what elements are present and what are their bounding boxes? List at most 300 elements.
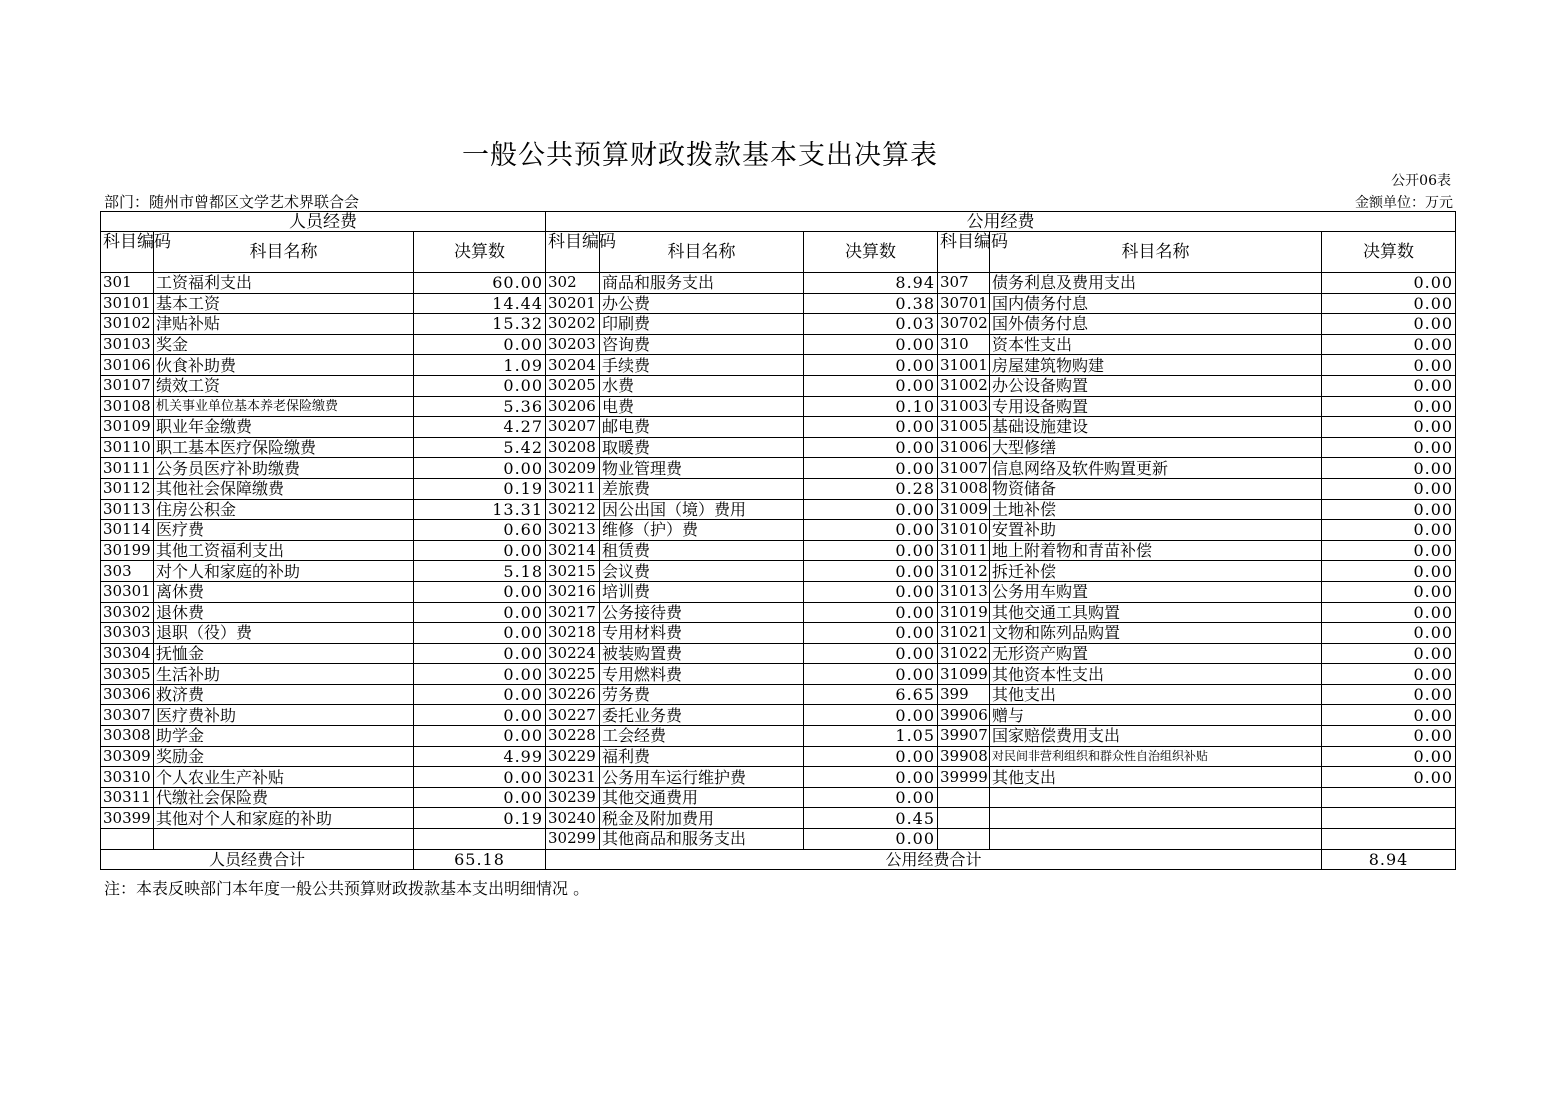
unit-label: 金额单位：万元 bbox=[1355, 195, 1453, 211]
cell-amount-3: 0.00 bbox=[1322, 478, 1456, 499]
cell-code-1: 30399 bbox=[101, 808, 154, 829]
cell-name-1: 公务员医疗补助缴费 bbox=[154, 458, 414, 479]
cell-amount-2: 0.00 bbox=[804, 581, 938, 602]
cell-code-3: 31002 bbox=[938, 375, 990, 396]
cell-name-1: 奖金 bbox=[154, 334, 414, 355]
cell-name-1: 基本工资 bbox=[154, 293, 414, 314]
cell-name-2: 租赁费 bbox=[600, 540, 804, 561]
table-row bbox=[101, 726, 1456, 747]
cell-code-3: 30702 bbox=[938, 314, 990, 335]
cell-name-1: 伙食补助费 bbox=[154, 355, 414, 376]
cell-amount-1: 4.27 bbox=[414, 417, 546, 438]
cell-name-3: 其他交通工具购置 bbox=[990, 602, 1322, 623]
table-row bbox=[101, 375, 1456, 396]
cell-amount-1: 60.00 bbox=[414, 273, 546, 294]
cell-amount-3: 0.00 bbox=[1322, 540, 1456, 561]
cell-code-3: 31006 bbox=[938, 437, 990, 458]
cell-name-1: 抚恤金 bbox=[154, 643, 414, 664]
table-row bbox=[101, 746, 1456, 767]
cell-amount-3: 0.00 bbox=[1322, 273, 1456, 294]
cell-name-1: 生活补助 bbox=[154, 664, 414, 685]
cell-name-3: 其他资本性支出 bbox=[990, 664, 1322, 685]
cell-amount-2: 0.00 bbox=[804, 767, 938, 788]
cell-code-2: 30231 bbox=[546, 767, 600, 788]
table-row bbox=[101, 684, 1456, 705]
cell-amount-1: 1.09 bbox=[414, 355, 546, 376]
cell-name-1: 其他对个人和家庭的补助 bbox=[154, 808, 414, 829]
cell-name-1: 代缴社会保险费 bbox=[154, 787, 414, 808]
cell-code-2: 30207 bbox=[546, 417, 600, 438]
cell-amount-3: 0.00 bbox=[1322, 334, 1456, 355]
cell-amount-3: 0.00 bbox=[1322, 726, 1456, 747]
cell-code-1: 30311 bbox=[101, 787, 154, 808]
cell-name-2: 维修（护）费 bbox=[600, 520, 804, 541]
cell-amount-3: 0.00 bbox=[1322, 396, 1456, 417]
cell-amount-1: 0.60 bbox=[414, 520, 546, 541]
cell-amount-1: 0.00 bbox=[414, 623, 546, 644]
cell-amount-3: 0.00 bbox=[1322, 293, 1456, 314]
cell-code-3: 31008 bbox=[938, 478, 990, 499]
cell-name-3: 大型修缮 bbox=[990, 437, 1322, 458]
cell-amount-2: 8.94 bbox=[804, 273, 938, 294]
cell-code-3: 31012 bbox=[938, 561, 990, 582]
cell-amount-2: 0.00 bbox=[804, 623, 938, 644]
cell-code-2: 30205 bbox=[546, 375, 600, 396]
cell-name-3 bbox=[990, 829, 1322, 850]
cell-amount-2: 6.65 bbox=[804, 684, 938, 705]
cell-code-2: 30229 bbox=[546, 746, 600, 767]
cell-name-3: 专用设备购置 bbox=[990, 396, 1322, 417]
cell-name-3: 土地补偿 bbox=[990, 499, 1322, 520]
cell-code-3: 39908 bbox=[938, 746, 990, 767]
cell-amount-1: 0.00 bbox=[414, 540, 546, 561]
cell-code-3: 31003 bbox=[938, 396, 990, 417]
cell-name-3: 拆迁补偿 bbox=[990, 561, 1322, 582]
cell-amount-2: 0.00 bbox=[804, 643, 938, 664]
cell-amount-3: 0.00 bbox=[1322, 375, 1456, 396]
cell-amount-2: 0.03 bbox=[804, 314, 938, 335]
cell-code-2: 30209 bbox=[546, 458, 600, 479]
cell-code-1: 30108 bbox=[101, 396, 154, 417]
cell-code-3: 39999 bbox=[938, 767, 990, 788]
cell-amount-1: 0.00 bbox=[414, 684, 546, 705]
cell-code-1: 30305 bbox=[101, 664, 154, 685]
section-header-row bbox=[101, 212, 1456, 232]
expenditure-table bbox=[100, 211, 1456, 870]
cell-amount-1: 5.18 bbox=[414, 561, 546, 582]
cell-code-1: 30309 bbox=[101, 746, 154, 767]
table-row bbox=[101, 458, 1456, 479]
header-name-3: 科目名称 bbox=[990, 232, 1322, 273]
table-row bbox=[101, 602, 1456, 623]
cell-amount-3: 0.00 bbox=[1322, 581, 1456, 602]
cell-amount-2: 0.00 bbox=[804, 829, 938, 850]
cell-name-3: 国内债务付息 bbox=[990, 293, 1322, 314]
cell-name-1: 津贴补贴 bbox=[154, 314, 414, 335]
cell-name-2: 劳务费 bbox=[600, 684, 804, 705]
cell-code-3: 31005 bbox=[938, 417, 990, 438]
totals-row bbox=[101, 849, 1456, 870]
cell-code-1: 30308 bbox=[101, 726, 154, 747]
cell-name-1: 医疗费补助 bbox=[154, 705, 414, 726]
cell-name-2: 工会经费 bbox=[600, 726, 804, 747]
cell-amount-1: 0.00 bbox=[414, 726, 546, 747]
cell-name-3: 文物和陈列品购置 bbox=[990, 623, 1322, 644]
cell-name-3: 资本性支出 bbox=[990, 334, 1322, 355]
cell-name-1 bbox=[154, 829, 414, 850]
cell-amount-2: 0.00 bbox=[804, 499, 938, 520]
cell-amount-3 bbox=[1322, 808, 1456, 829]
cell-code-2: 30204 bbox=[546, 355, 600, 376]
cell-code-3: 31013 bbox=[938, 581, 990, 602]
table-row bbox=[101, 787, 1456, 808]
cell-name-3 bbox=[990, 787, 1322, 808]
department-label: 部门：随州市曾都区文学艺术界联合会 bbox=[104, 193, 360, 211]
cell-name-2: 专用燃料费 bbox=[600, 664, 804, 685]
header-name-2: 科目名称 bbox=[600, 232, 804, 273]
cell-code-2: 30216 bbox=[546, 581, 600, 602]
table-row bbox=[101, 540, 1456, 561]
table-row bbox=[101, 767, 1456, 788]
cell-name-3 bbox=[990, 808, 1322, 829]
cell-amount-1: 14.44 bbox=[414, 293, 546, 314]
cell-amount-3: 0.00 bbox=[1322, 602, 1456, 623]
cell-amount-3: 0.00 bbox=[1322, 705, 1456, 726]
footnote: 注：本表反映部门本年度一般公共预算财政拨款基本支出明细情况 。 bbox=[104, 879, 590, 898]
cell-name-1: 退休费 bbox=[154, 602, 414, 623]
cell-code-1: 301 bbox=[101, 273, 154, 294]
cell-code-2: 30206 bbox=[546, 396, 600, 417]
cell-name-3: 赠与 bbox=[990, 705, 1322, 726]
cell-code-1: 30103 bbox=[101, 334, 154, 355]
cell-amount-2: 0.00 bbox=[804, 355, 938, 376]
cell-code-2: 30228 bbox=[546, 726, 600, 747]
cell-name-1: 离休费 bbox=[154, 581, 414, 602]
cell-name-2: 其他交通费用 bbox=[600, 787, 804, 808]
cell-amount-2: 0.00 bbox=[804, 561, 938, 582]
cell-name-2: 培训费 bbox=[600, 581, 804, 602]
cell-code-2: 30224 bbox=[546, 643, 600, 664]
cell-amount-2: 0.00 bbox=[804, 458, 938, 479]
cell-name-2: 被装购置费 bbox=[600, 643, 804, 664]
cell-name-2: 差旅费 bbox=[600, 478, 804, 499]
table-row bbox=[101, 273, 1456, 294]
table-row bbox=[101, 705, 1456, 726]
cell-name-3: 其他支出 bbox=[990, 684, 1322, 705]
cell-amount-2: 0.00 bbox=[804, 787, 938, 808]
cell-code-3: 30701 bbox=[938, 293, 990, 314]
public-total-value: 8.94 bbox=[1322, 849, 1456, 870]
cell-amount-1: 0.19 bbox=[414, 808, 546, 829]
cell-name-3: 无形资产购置 bbox=[990, 643, 1322, 664]
cell-amount-3: 0.00 bbox=[1322, 458, 1456, 479]
cell-amount-2: 0.00 bbox=[804, 437, 938, 458]
table-row bbox=[101, 499, 1456, 520]
cell-code-1: 30310 bbox=[101, 767, 154, 788]
cell-code-1: 30199 bbox=[101, 540, 154, 561]
table-body bbox=[101, 212, 1456, 870]
cell-name-3: 物资储备 bbox=[990, 478, 1322, 499]
cell-name-3: 公务用车购置 bbox=[990, 581, 1322, 602]
cell-code-3: 39906 bbox=[938, 705, 990, 726]
cell-amount-2: 0.00 bbox=[804, 520, 938, 541]
cell-amount-2: 1.05 bbox=[804, 726, 938, 747]
cell-code-3: 31021 bbox=[938, 623, 990, 644]
cell-name-3: 其他支出 bbox=[990, 767, 1322, 788]
cell-amount-2: 0.00 bbox=[804, 417, 938, 438]
cell-name-3: 债务利息及费用支出 bbox=[990, 273, 1322, 294]
cell-code-3: 31009 bbox=[938, 499, 990, 520]
cell-amount-1: 5.36 bbox=[414, 396, 546, 417]
cell-amount-3: 0.00 bbox=[1322, 767, 1456, 788]
personnel-total-value: 65.18 bbox=[414, 849, 546, 870]
cell-code-1: 30307 bbox=[101, 705, 154, 726]
cell-code-2: 302 bbox=[546, 273, 600, 294]
cell-name-2: 委托业务费 bbox=[600, 705, 804, 726]
cell-code-3: 310 bbox=[938, 334, 990, 355]
cell-code-2: 30239 bbox=[546, 787, 600, 808]
table-row bbox=[101, 808, 1456, 829]
cell-name-3: 国家赔偿费用支出 bbox=[990, 726, 1322, 747]
cell-code-2: 30299 bbox=[546, 829, 600, 850]
cell-amount-1: 15.32 bbox=[414, 314, 546, 335]
cell-amount-3: 0.00 bbox=[1322, 643, 1456, 664]
public-total-label: 公用经费合计 bbox=[546, 849, 1322, 870]
cell-name-1: 退职（役）费 bbox=[154, 623, 414, 644]
cell-name-2: 印刷费 bbox=[600, 314, 804, 335]
table-row bbox=[101, 437, 1456, 458]
cell-name-2: 专用材料费 bbox=[600, 623, 804, 644]
cell-amount-3 bbox=[1322, 787, 1456, 808]
cell-code-3: 31022 bbox=[938, 643, 990, 664]
cell-code-2: 30203 bbox=[546, 334, 600, 355]
cell-name-1: 救济费 bbox=[154, 684, 414, 705]
cell-amount-1: 0.00 bbox=[414, 581, 546, 602]
cell-amount-1: 0.00 bbox=[414, 767, 546, 788]
cell-code-1 bbox=[101, 829, 154, 850]
cell-code-3 bbox=[938, 787, 990, 808]
cell-name-1: 奖励金 bbox=[154, 746, 414, 767]
cell-amount-2: 0.00 bbox=[804, 334, 938, 355]
cell-amount-1: 5.42 bbox=[414, 437, 546, 458]
cell-amount-3: 0.00 bbox=[1322, 684, 1456, 705]
cell-code-3: 31001 bbox=[938, 355, 990, 376]
cell-code-3 bbox=[938, 808, 990, 829]
header-code-3: 科目编码 bbox=[938, 232, 990, 273]
cell-name-3: 办公设备购置 bbox=[990, 375, 1322, 396]
cell-name-3: 地上附着物和青苗补偿 bbox=[990, 540, 1322, 561]
cell-code-2: 30208 bbox=[546, 437, 600, 458]
section-personnel: 人员经费 bbox=[101, 212, 546, 232]
cell-code-2: 30225 bbox=[546, 664, 600, 685]
table-row bbox=[101, 664, 1456, 685]
cell-code-3: 31010 bbox=[938, 520, 990, 541]
cell-code-2: 30227 bbox=[546, 705, 600, 726]
table-row bbox=[101, 623, 1456, 644]
cell-name-3: 基础设施建设 bbox=[990, 417, 1322, 438]
cell-name-2: 商品和服务支出 bbox=[600, 273, 804, 294]
cell-code-2: 30202 bbox=[546, 314, 600, 335]
cell-amount-2: 0.38 bbox=[804, 293, 938, 314]
cell-code-1: 30111 bbox=[101, 458, 154, 479]
cell-code-1: 30114 bbox=[101, 520, 154, 541]
cell-name-2: 物业管理费 bbox=[600, 458, 804, 479]
cell-name-2: 办公费 bbox=[600, 293, 804, 314]
header-amount-1: 决算数 bbox=[414, 232, 546, 273]
header-amount-3: 决算数 bbox=[1322, 232, 1456, 273]
cell-code-2: 30211 bbox=[546, 478, 600, 499]
cell-code-1: 30109 bbox=[101, 417, 154, 438]
cell-code-3: 31011 bbox=[938, 540, 990, 561]
cell-amount-1: 0.00 bbox=[414, 334, 546, 355]
cell-code-3: 39907 bbox=[938, 726, 990, 747]
cell-code-3: 31007 bbox=[938, 458, 990, 479]
cell-name-2: 税金及附加费用 bbox=[600, 808, 804, 829]
cell-name-1: 职工基本医疗保险缴费 bbox=[154, 437, 414, 458]
column-header-row bbox=[101, 232, 1456, 273]
table-row bbox=[101, 293, 1456, 314]
table-row bbox=[101, 520, 1456, 541]
table-row bbox=[101, 829, 1456, 850]
cell-code-3 bbox=[938, 829, 990, 850]
cell-code-3: 31019 bbox=[938, 602, 990, 623]
cell-amount-3: 0.00 bbox=[1322, 520, 1456, 541]
cell-name-2: 公务用车运行维护费 bbox=[600, 767, 804, 788]
cell-amount-1: 4.99 bbox=[414, 746, 546, 767]
cell-code-2: 30201 bbox=[546, 293, 600, 314]
cell-name-2: 公务接待费 bbox=[600, 602, 804, 623]
cell-code-3: 399 bbox=[938, 684, 990, 705]
header-name-1: 科目名称 bbox=[154, 232, 414, 273]
cell-amount-2: 0.00 bbox=[804, 540, 938, 561]
cell-code-1: 30113 bbox=[101, 499, 154, 520]
cell-name-1: 对个人和家庭的补助 bbox=[154, 561, 414, 582]
cell-name-1: 职业年金缴费 bbox=[154, 417, 414, 438]
cell-name-1: 绩效工资 bbox=[154, 375, 414, 396]
cell-amount-3 bbox=[1322, 829, 1456, 850]
cell-name-2: 会议费 bbox=[600, 561, 804, 582]
cell-amount-2: 0.00 bbox=[804, 375, 938, 396]
cell-name-1: 个人农业生产补贴 bbox=[154, 767, 414, 788]
cell-name-1: 助学金 bbox=[154, 726, 414, 747]
cell-code-2: 30217 bbox=[546, 602, 600, 623]
header-code-1: 科目编码 bbox=[101, 232, 154, 273]
table-row bbox=[101, 396, 1456, 417]
cell-code-3: 307 bbox=[938, 273, 990, 294]
cell-name-1: 住房公积金 bbox=[154, 499, 414, 520]
cell-amount-2: 0.10 bbox=[804, 396, 938, 417]
cell-name-1: 其他社会保障缴费 bbox=[154, 478, 414, 499]
cell-code-1: 30302 bbox=[101, 602, 154, 623]
cell-amount-3: 0.00 bbox=[1322, 417, 1456, 438]
table-row bbox=[101, 334, 1456, 355]
cell-amount-1: 0.19 bbox=[414, 478, 546, 499]
table-row bbox=[101, 314, 1456, 335]
cell-name-2: 取暖费 bbox=[600, 437, 804, 458]
cell-amount-1: 0.00 bbox=[414, 458, 546, 479]
cell-code-1: 303 bbox=[101, 561, 154, 582]
cell-code-1: 30112 bbox=[101, 478, 154, 499]
cell-code-2: 30213 bbox=[546, 520, 600, 541]
table-row bbox=[101, 643, 1456, 664]
cell-name-1: 机关事业单位基本养老保险缴费 bbox=[154, 396, 414, 417]
cell-amount-2: 0.28 bbox=[804, 478, 938, 499]
cell-name-3: 房屋建筑物购建 bbox=[990, 355, 1322, 376]
table-code: 公开06表 bbox=[1391, 173, 1451, 189]
cell-amount-1: 0.00 bbox=[414, 787, 546, 808]
cell-code-1: 30102 bbox=[101, 314, 154, 335]
cell-name-3: 对民间非营利组织和群众性自治组织补贴 bbox=[990, 746, 1322, 767]
cell-amount-1: 13.31 bbox=[414, 499, 546, 520]
cell-code-1: 30303 bbox=[101, 623, 154, 644]
cell-code-2: 30240 bbox=[546, 808, 600, 829]
header-code-2: 科目编码 bbox=[546, 232, 600, 273]
cell-code-1: 30106 bbox=[101, 355, 154, 376]
cell-amount-1 bbox=[414, 829, 546, 850]
cell-name-1: 其他工资福利支出 bbox=[154, 540, 414, 561]
cell-name-2: 水费 bbox=[600, 375, 804, 396]
cell-amount-1: 0.00 bbox=[414, 705, 546, 726]
cell-code-1: 30306 bbox=[101, 684, 154, 705]
page-title: 一般公共预算财政拨款基本支出决算表 bbox=[462, 140, 938, 171]
personnel-total-label: 人员经费合计 bbox=[101, 849, 414, 870]
cell-amount-2: 0.00 bbox=[804, 746, 938, 767]
cell-name-2: 邮电费 bbox=[600, 417, 804, 438]
cell-code-1: 30304 bbox=[101, 643, 154, 664]
cell-amount-3: 0.00 bbox=[1322, 355, 1456, 376]
cell-name-2: 福利费 bbox=[600, 746, 804, 767]
table-row bbox=[101, 561, 1456, 582]
table-row bbox=[101, 478, 1456, 499]
cell-amount-3: 0.00 bbox=[1322, 437, 1456, 458]
cell-name-2: 手续费 bbox=[600, 355, 804, 376]
section-public: 公用经费 bbox=[546, 212, 1456, 232]
header-amount-2: 决算数 bbox=[804, 232, 938, 273]
table-row bbox=[101, 417, 1456, 438]
cell-amount-2: 0.45 bbox=[804, 808, 938, 829]
cell-name-3: 信息网络及软件购置更新 bbox=[990, 458, 1322, 479]
cell-amount-3: 0.00 bbox=[1322, 664, 1456, 685]
cell-amount-1: 0.00 bbox=[414, 643, 546, 664]
cell-code-2: 30215 bbox=[546, 561, 600, 582]
cell-code-1: 30101 bbox=[101, 293, 154, 314]
cell-amount-3: 0.00 bbox=[1322, 746, 1456, 767]
cell-name-2: 因公出国（境）费用 bbox=[600, 499, 804, 520]
cell-name-3: 安置补助 bbox=[990, 520, 1322, 541]
cell-name-3: 国外债务付息 bbox=[990, 314, 1322, 335]
cell-code-1: 30301 bbox=[101, 581, 154, 602]
table-row bbox=[101, 355, 1456, 376]
cell-code-2: 30214 bbox=[546, 540, 600, 561]
cell-name-2: 电费 bbox=[600, 396, 804, 417]
cell-code-1: 30110 bbox=[101, 437, 154, 458]
cell-amount-3: 0.00 bbox=[1322, 499, 1456, 520]
cell-amount-2: 0.00 bbox=[804, 664, 938, 685]
cell-name-2: 咨询费 bbox=[600, 334, 804, 355]
cell-amount-1: 0.00 bbox=[414, 602, 546, 623]
cell-name-1: 工资福利支出 bbox=[154, 273, 414, 294]
cell-amount-1: 0.00 bbox=[414, 664, 546, 685]
cell-code-1: 30107 bbox=[101, 375, 154, 396]
cell-amount-3: 0.00 bbox=[1322, 314, 1456, 335]
cell-code-2: 30226 bbox=[546, 684, 600, 705]
cell-amount-2: 0.00 bbox=[804, 705, 938, 726]
cell-amount-2: 0.00 bbox=[804, 602, 938, 623]
cell-amount-3: 0.00 bbox=[1322, 561, 1456, 582]
cell-amount-1: 0.00 bbox=[414, 375, 546, 396]
table-row bbox=[101, 581, 1456, 602]
cell-name-2: 其他商品和服务支出 bbox=[600, 829, 804, 850]
